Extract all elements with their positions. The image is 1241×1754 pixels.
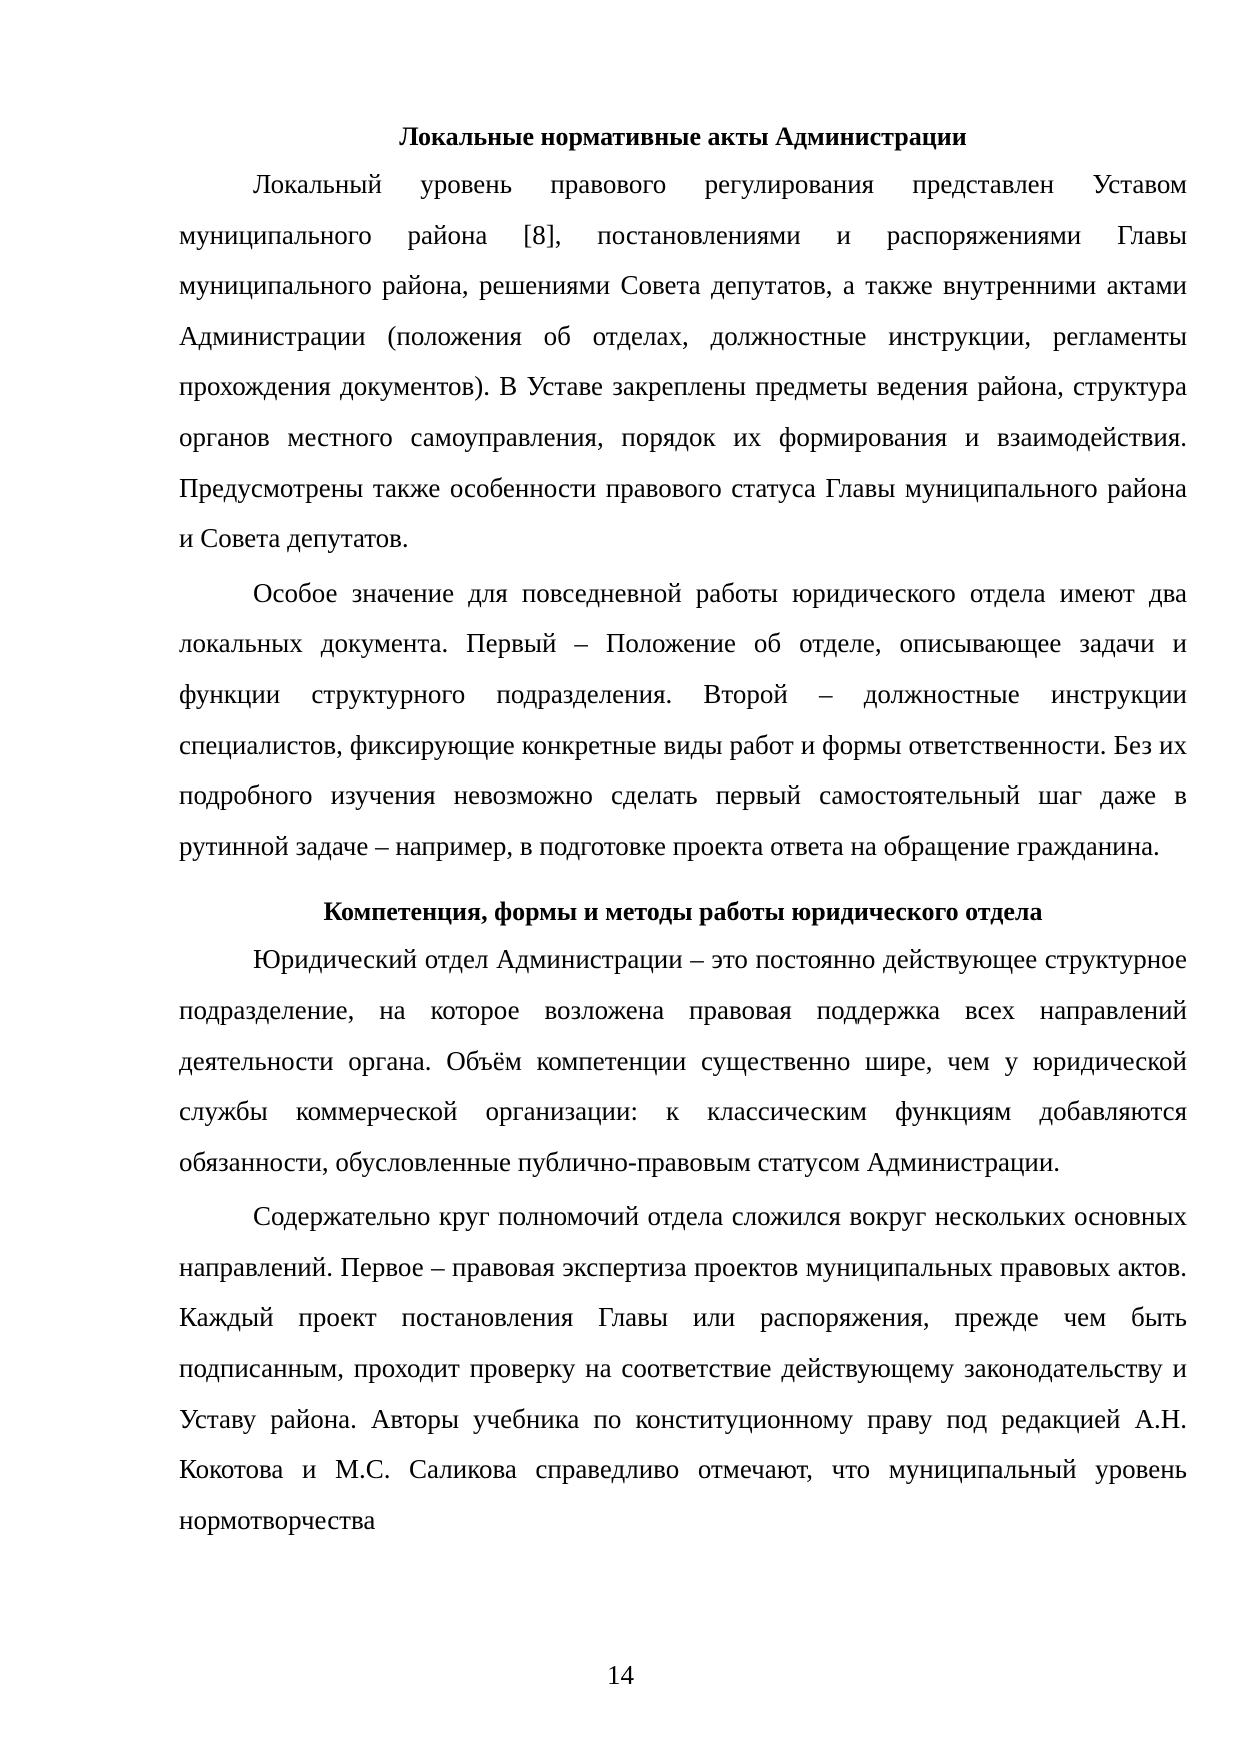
document-page [179,118,1187,1545]
paragraph: Локальный уровень правового регулирования представлен Уставом муниципального района [8], постановлениями и распоряжениями Главы муниципального района, решениями Совета депутатов, а также внутренними актами Администрации (положения об отделах, должностные инструкции, регламенты прохождения документов). В Уставе закреплены предметы ведения района, структура органов местного самоуправления, порядок их формирования и взаимодействия. Предусмотрены также особенности правового статуса Главы муниципального района и Совета депутатов. [179,169,1187,554]
paragraph: Особое значение для повседневной работы юридического отдела имеют два локальных документа. Первый – Положение об отделе, описывающее задачи и функции структурного подразделения. Второй – должностные инструкции специалистов, фиксирующие конкретные виды работ и формы ответственности. Без их подробного изучения невозможно сделать первый самостоятельный шаг даже в рутинной задаче – например, в подготовке проекта ответа на обращение гражданина. [179,577,1187,861]
section-heading-local-acts: Локальные нормативные акты Администрации [399,122,967,151]
paragraph: Содержательно круг полномочий отдела сложился вокруг нескольких основных направлений. Первое – правовая экспертиза проектов муниципальных правовых актов. Каждый проект постановления Главы или распоряжения, прежде чем быть подписанным, проходит проверку на соответствие действующему законодательству и Уставу района. Авторы учебника по конституционному праву под редакцией А.Н. Кокотова и М.С. Саликова справедливо отмечают, что муниципальный уровень нормотворчества [179,1201,1187,1535]
paragraph: Юридический отдел Администрации – это постоянно действующее структурное подразделение, на которое возложена правовая поддержка всех направлений деятельности органа. Объём компетенции существенно шире, чем у юридической службы коммерческой организации: к классическим функциям добавляются обязанности, обусловленные публично-правовым статусом Администрации. [179,944,1187,1177]
page-number: 14 [607,1660,634,1690]
section-heading-competence: Компетенция, формы и методы работы юридического отдела [323,897,1043,927]
